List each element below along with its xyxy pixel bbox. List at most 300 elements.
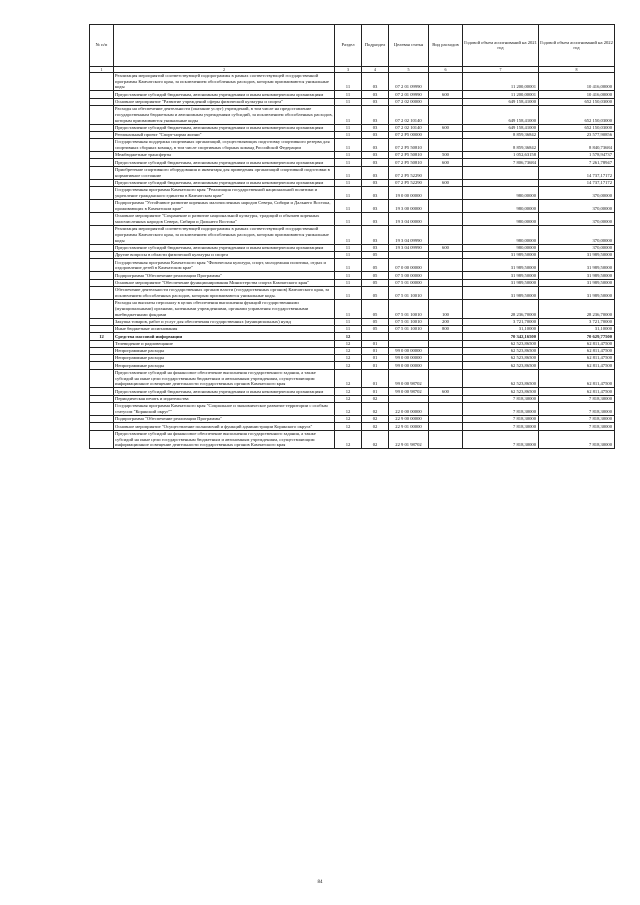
row-razdel: 11 [335, 244, 362, 251]
row-amount-2021: 28 236,70000 [463, 299, 539, 318]
row-amount-2022: 1 578,94737 [539, 152, 615, 159]
row-razdel: 12 [335, 340, 362, 347]
row-podrazdel: 01 [362, 340, 389, 347]
table-row [90, 423, 615, 430]
row-razdel: 11 [335, 91, 362, 98]
table-row [90, 226, 615, 245]
table-row [90, 318, 615, 325]
row-amount-2021: 31 989,50000 [463, 279, 539, 286]
row-name: Расходы на обеспечение деятельности (оказание услуг) учреждений, в том числе на предоставление государственным бюджетным и автономным учреждениям субсидий, за исключением обособленных расходов, которым присваиваются уникальные коды [115, 106, 333, 123]
row-target-article: 07 5 01 00000 [389, 279, 429, 286]
row-podrazdel: 03 [362, 244, 389, 251]
row-number [90, 124, 114, 131]
row-podrazdel: 03 [362, 187, 389, 200]
row-name: Непрограммные расходы [114, 347, 335, 354]
row-target-article: 07 2 P5 50810 [389, 159, 429, 166]
row-target-article: 99 0 00 98702 [389, 369, 429, 388]
row-expense-type: 600 [429, 124, 463, 131]
row-expense-type [429, 98, 463, 105]
table-row [90, 105, 615, 124]
row-amount-2021: 31 989,50000 [463, 272, 539, 279]
row-amount-2022: 652 150,03000 [539, 98, 615, 105]
row-expense-type: 600 [429, 244, 463, 251]
row-name: Государственная поддержка спортивных организаций, осуществляющих подготовку спортивного резерва для спортивных сборных команд, в том числе спортивных сборных команд Российской Федерации [114, 139, 335, 152]
row-expense-type: 200 [429, 318, 463, 325]
row-amount-2022: 370,00000 [539, 244, 615, 251]
table-row [90, 325, 615, 332]
row-name: Предоставление субсидий бюджетным, автономным учреждениям и иным некоммерческим организациям [114, 159, 335, 166]
row-name: Межбюджетные трансферты [114, 152, 335, 159]
row-name: Другие вопросы в области физической культуры и спорта [114, 252, 335, 259]
row-target-article: 07 5 00 00000 [389, 272, 429, 279]
table-row [90, 139, 615, 152]
row-podrazdel: 03 [362, 166, 389, 179]
column-number: 8 [539, 66, 615, 72]
row-razdel: 11 [335, 72, 362, 91]
table-row [90, 131, 615, 138]
row-name: Предоставление субсидий на финансовое обеспечение выполнения государственного задания, а также субсидий на иные цели государственным бюджетным и автономным учреждениям, осуществляющим информационное освещение деятельности государственных органов Камчатского края [114, 369, 335, 388]
row-target-article: 19 3 04 00000 [389, 213, 429, 226]
row-name: Периодическая печать и издательства [114, 395, 335, 402]
row-amount-2021: 8 859,36842 [463, 139, 539, 152]
row-amount-2022: 23 577,90856 [539, 131, 615, 138]
row-amount-2022: 7 818,30000 [539, 416, 615, 423]
table-row [90, 279, 615, 286]
row-target-article [389, 395, 429, 402]
row-target-article [389, 340, 429, 347]
row-expense-type [429, 395, 463, 402]
row-podrazdel: 01 [362, 355, 389, 362]
row-number [90, 430, 114, 449]
row-amount-2021: 7 818,30000 [463, 416, 539, 423]
row-podrazdel: 03 [362, 179, 389, 186]
header-2021-amount: Годовой объем ассигнований на 2021 год [463, 25, 539, 67]
row-target-article [389, 333, 429, 340]
row-podrazdel: 03 [362, 124, 389, 131]
row-razdel: 11 [335, 252, 362, 259]
row-name: Закупка товаров, работ и услуг для обеспечения государственных (муниципальных) нужд [114, 318, 335, 325]
row-target-article: 07 5 01 10010 [389, 325, 429, 332]
row-name: Реализация мероприятий соответствующей подпрограммы в рамках соответствующей государственной программы Камчатского края, за исключением обособленных расходов, которым присваиваются уникальные коды [114, 72, 335, 91]
row-number [90, 355, 114, 362]
row-razdel: 11 [335, 259, 362, 272]
row-target-article: 99 0 00 00000 [389, 362, 429, 369]
row-podrazdel: 05 [362, 325, 389, 332]
row-amount-2021: 7 806,73684 [463, 159, 539, 166]
row-amount-2022: 62 811,47500 [539, 355, 615, 362]
row-amount-2022: 31 989,50000 [539, 286, 615, 299]
row-target-article: 07 2 02 00000 [389, 98, 429, 105]
row-expense-type [429, 213, 463, 226]
row-amount-2022: 28 236,70000 [539, 299, 615, 318]
row-razdel: 12 [335, 362, 362, 369]
row-number [90, 299, 114, 318]
row-amount-2021: 31 989,50000 [463, 286, 539, 299]
table-row [90, 286, 615, 299]
row-name: Приобретение спортивного оборудования и инвентаря для приведения организаций спортивной подготовки в нормативное состояние [114, 166, 335, 179]
row-podrazdel: 03 [362, 226, 389, 245]
row-amount-2021: 7 818,30000 [463, 430, 539, 449]
row-podrazdel: 02 [362, 395, 389, 402]
row-name: Государственная программа Камчатского края "Реализация государственной национальной политики и укрепление гражданского единства в Камчатском крае" [114, 187, 335, 200]
row-amount-2022: 31 989,50000 [539, 259, 615, 272]
row-expense-type: 100 [429, 299, 463, 318]
row-amount-2021 [463, 166, 539, 179]
row-razdel: 11 [335, 200, 362, 213]
row-amount-2021: 7 818,30000 [463, 403, 539, 416]
row-amount-2021: 7 818,30000 [463, 423, 539, 430]
row-amount-2022: 31 989,50000 [539, 279, 615, 286]
row-amount-2022: 10 416,00000 [539, 91, 615, 98]
row-name: Государственная программа Камчатского края "Социальное и экономическое развитие территории с особым статусом "Корякский округ"" [114, 403, 335, 416]
row-expense-type [429, 200, 463, 213]
column-number: 2 [114, 66, 335, 72]
row-amount-2021: 31,10000 [463, 325, 539, 332]
row-razdel: 11 [335, 299, 362, 318]
row-razdel: 11 [335, 159, 362, 166]
row-number [90, 286, 114, 299]
row-amount-2021: 62 523,86500 [463, 340, 539, 347]
row-name: Расходы на выплаты персоналу в целях обеспечения выполнения функций государственными (муниципальными) органами, казенными учреждениями, органами управления государственными внебюджетными фондами [114, 299, 335, 318]
row-target-article: 07 5 01 10010 [389, 299, 429, 318]
row-razdel: 12 [335, 403, 362, 416]
table-row [90, 259, 615, 272]
row-amount-2022: 7 818,30000 [539, 430, 615, 449]
row-amount-2021: 980,00000 [463, 187, 539, 200]
row-razdel: 12 [335, 430, 362, 449]
row-razdel: 11 [335, 139, 362, 152]
row-number [90, 347, 114, 354]
row-amount-2021: 1 052,63158 [463, 152, 539, 159]
table-row [90, 213, 615, 226]
row-number [90, 252, 114, 259]
row-podrazdel: 03 [362, 139, 389, 152]
row-expense-type [429, 226, 463, 245]
row-number [90, 272, 114, 279]
row-podrazdel: 03 [362, 200, 389, 213]
row-podrazdel: 03 [362, 98, 389, 105]
row-expense-type [429, 430, 463, 449]
row-amount-2022: 652 150,03000 [539, 105, 615, 124]
row-expense-type [429, 416, 463, 423]
row-amount-2022: 31,10000 [539, 325, 615, 332]
row-razdel: 11 [335, 286, 362, 299]
row-podrazdel: 03 [362, 105, 389, 124]
budget-table-sheet [89, 24, 614, 449]
header-num: № п/п [90, 25, 114, 67]
row-number [90, 395, 114, 402]
row-razdel: 12 [335, 355, 362, 362]
row-razdel: 11 [335, 272, 362, 279]
row-expense-type [429, 403, 463, 416]
row-podrazdel: 03 [362, 159, 389, 166]
column-number: 3 [335, 66, 362, 72]
row-expense-type [429, 279, 463, 286]
row-name: Основное мероприятие "Развитие учреждений сферы физической культуры и спорта" [114, 98, 335, 105]
row-amount-2021: 980,00000 [463, 244, 539, 251]
row-target-article: 07 2 01 09990 [389, 91, 429, 98]
row-name: Основное мероприятие "Осуществление полномочий и функций администрации Корякского округа" [114, 423, 335, 430]
row-name: Реализация мероприятий соответствующей подпрограммы в рамках соответствующей государственной программы Камчатского края, за исключением обособленных расходов, которым присваиваются уникальные коды [114, 226, 335, 245]
row-number [90, 325, 114, 332]
row-razdel: 12 [335, 423, 362, 430]
row-amount-2022: 370,00000 [539, 226, 615, 245]
row-amount-2021: 980,00000 [463, 226, 539, 245]
row-number [90, 340, 114, 347]
row-razdel: 11 [335, 131, 362, 138]
row-expense-type: 500 [429, 152, 463, 159]
row-expense-type [429, 72, 463, 91]
row-expense-type [429, 272, 463, 279]
row-razdel: 11 [335, 226, 362, 245]
row-expense-type: 600 [429, 91, 463, 98]
table-row [90, 333, 615, 340]
row-name: Основное мероприятие "Обеспечение функционирования Министерства спорта Камчатского края" [114, 279, 335, 286]
row-razdel: 11 [335, 279, 362, 286]
header-name [114, 25, 335, 67]
row-podrazdel: 03 [362, 91, 389, 98]
row-target-article: 07 2 01 09990 [389, 72, 429, 91]
row-expense-type [429, 259, 463, 272]
table-row [90, 299, 615, 318]
row-amount-2022: 10 416,00000 [539, 72, 615, 91]
row-name: Предоставление субсидий бюджетным, автономным учреждениям и иным некоммерческим организациям [114, 388, 335, 395]
row-amount-2021: 31 989,50000 [463, 259, 539, 272]
row-expense-type [429, 333, 463, 340]
row-number [90, 131, 114, 138]
row-podrazdel: 02 [362, 423, 389, 430]
row-number [90, 279, 114, 286]
row-number [90, 159, 114, 166]
header-row [90, 25, 615, 67]
header-podrazdel: Подраздел [362, 25, 389, 67]
row-number [90, 152, 114, 159]
row-razdel: 11 [335, 179, 362, 186]
row-target-article: 99 0 00 00000 [389, 347, 429, 354]
row-amount-2022: 62 811,47500 [539, 369, 615, 388]
row-amount-2021: 62 523,86500 [463, 355, 539, 362]
row-name: Иные бюджетные ассигнования [114, 325, 335, 332]
row-number [90, 244, 114, 251]
row-target-article: 07 2 02 10140 [389, 124, 429, 131]
row-target-article: 22 0 00 00000 [389, 403, 429, 416]
row-target-article: 22 9 01 00000 [389, 423, 429, 430]
row-target-article: 99 0 00 00000 [389, 355, 429, 362]
row-number [90, 187, 114, 200]
row-number [90, 98, 114, 105]
table-row [90, 388, 615, 395]
row-amount-2022: 8 840,73684 [539, 139, 615, 152]
row-expense-type: 600 [429, 388, 463, 395]
row-amount-2022: 14 737,17172 [539, 166, 615, 179]
row-amount-2022: 3 721,70000 [539, 318, 615, 325]
row-razdel: 11 [335, 213, 362, 226]
row-expense-type [429, 139, 463, 152]
row-target-article: 07 5 01 10010 [389, 286, 429, 299]
row-amount-2022: 7 818,30000 [539, 395, 615, 402]
row-podrazdel: 05 [362, 259, 389, 272]
page-number: 84 [317, 880, 323, 885]
row-expense-type [429, 166, 463, 179]
table-row [90, 347, 615, 354]
table-row [90, 430, 615, 449]
row-amount-2021: 980,00000 [463, 200, 539, 213]
table-row [90, 340, 615, 347]
row-target-article: 07 2 P5 50810 [389, 152, 429, 159]
row-number [90, 105, 114, 124]
row-amount-2021: 11 200,00001 [463, 72, 539, 91]
row-expense-type [429, 423, 463, 430]
row-name: Предоставление субсидий бюджетным, автономным учреждениям и иным некоммерческим организациям [114, 124, 335, 131]
row-podrazdel: 01 [362, 362, 389, 369]
row-razdel: 11 [335, 105, 362, 124]
row-target-article: 07 2 P5 50810 [389, 139, 429, 152]
row-amount-2021: 3 721,70000 [463, 318, 539, 325]
row-amount-2022: 652 150,03000 [539, 124, 615, 131]
row-amount-2022: 14 737,17172 [539, 179, 615, 186]
row-razdel: 11 [335, 124, 362, 131]
row-number [90, 72, 114, 91]
row-number [90, 200, 114, 213]
row-podrazdel: 05 [362, 286, 389, 299]
table-row [90, 166, 615, 179]
row-amount-2021: 62 523,86500 [463, 369, 539, 388]
row-name: Предоставление субсидий на финансовое обеспечение выполнения государственного задания, а также субсидий на иные цели государственным бюджетным и автономным учреждениям, осуществляющим информационное освещение деятельности государственных органов Камчатского края [114, 430, 335, 449]
table-row [90, 244, 615, 251]
row-number [90, 423, 114, 430]
row-target-article: 07 2 02 10140 [389, 105, 429, 124]
table-row [90, 98, 615, 105]
table-row [90, 416, 615, 423]
row-expense-type [429, 355, 463, 362]
row-amount-2022: 31 989,50000 [539, 272, 615, 279]
row-amount-2021: 31 989,50000 [463, 252, 539, 259]
row-amount-2022: 370,00000 [539, 187, 615, 200]
row-number [90, 259, 114, 272]
table-row [90, 395, 615, 402]
row-target-article: 19 3 04 09990 [389, 244, 429, 251]
row-podrazdel: 05 [362, 252, 389, 259]
row-target-article: 99 0 00 98702 [389, 388, 429, 395]
table-row [90, 187, 615, 200]
row-amount-2022: 370,00000 [539, 200, 615, 213]
row-razdel: 11 [335, 98, 362, 105]
row-name: Непрограммные расходы [114, 362, 335, 369]
row-name: Предоставление субсидий бюджетным, автономным учреждениям и иным некоммерческим организациям [114, 179, 335, 186]
row-podrazdel: 02 [362, 416, 389, 423]
row-number [90, 166, 114, 179]
row-expense-type: 800 [429, 325, 463, 332]
row-razdel: 12 [335, 395, 362, 402]
budget-table [89, 24, 615, 449]
row-number [90, 388, 114, 395]
row-razdel: 11 [335, 318, 362, 325]
row-name: Непрограммные расходы [114, 355, 335, 362]
row-amount-2021: 70 342,16500 [463, 333, 539, 340]
table-row [90, 272, 615, 279]
row-target-article: 07 2 P5 52290 [389, 179, 429, 186]
row-number [90, 91, 114, 98]
row-name: Обеспечение деятельности государственных органов власти (государственных органов) Камчатского края, за исключением обособленных расходов, которым присваиваются уникальные коды. [114, 286, 335, 299]
row-number [90, 139, 114, 152]
row-podrazdel: 02 [362, 430, 389, 449]
row-number [90, 226, 114, 245]
row-amount-2021: 62 523,86500 [463, 347, 539, 354]
row-number [90, 213, 114, 226]
row-expense-type [429, 340, 463, 347]
row-amount-2022: 62 811,47500 [539, 340, 615, 347]
row-podrazdel: 05 [362, 318, 389, 325]
table-row [90, 124, 615, 131]
row-amount-2022: 7 818,30000 [539, 403, 615, 416]
row-razdel: 12 [335, 333, 362, 340]
row-number [90, 362, 114, 369]
row-podrazdel: 03 [362, 72, 389, 91]
row-podrazdel: 01 [362, 388, 389, 395]
row-amount-2021: 62 523,86500 [463, 362, 539, 369]
table-row [90, 72, 615, 91]
row-razdel: 11 [335, 152, 362, 159]
column-number: 4 [362, 66, 389, 72]
column-number: 6 [429, 66, 463, 72]
row-number [90, 318, 114, 325]
row-razdel: 12 [335, 369, 362, 388]
header-razdel: Раздел [335, 25, 362, 67]
row-expense-type [429, 369, 463, 388]
header-expense-type: Вид расходов [429, 25, 463, 67]
row-expense-type [429, 362, 463, 369]
row-target-article: 07 5 01 10010 [389, 318, 429, 325]
row-razdel: 12 [335, 388, 362, 395]
table-row [90, 159, 615, 166]
row-number: 12 [90, 333, 114, 340]
table-row [90, 369, 615, 388]
row-amount-2021 [463, 179, 539, 186]
row-amount-2021: 62 523,86500 [463, 388, 539, 395]
row-podrazdel: 03 [362, 152, 389, 159]
row-podrazdel: 03 [362, 213, 389, 226]
column-number: 7 [463, 66, 539, 72]
row-razdel: 11 [335, 325, 362, 332]
row-podrazdel: 05 [362, 272, 389, 279]
row-target-article: 07 2 P5 52290 [389, 166, 429, 179]
row-amount-2021: 7 818,30000 [463, 395, 539, 402]
row-amount-2022: 62 811,47500 [539, 388, 615, 395]
row-expense-type: 600 [429, 179, 463, 186]
table-row [90, 200, 615, 213]
row-podrazdel [362, 333, 389, 340]
row-number [90, 179, 114, 186]
row-expense-type [429, 347, 463, 354]
table-body [90, 72, 615, 449]
row-amount-2021: 980,00000 [463, 213, 539, 226]
row-amount-2021: 649 158,41000 [463, 105, 539, 124]
row-name: Предоставление субсидий бюджетным, автономным учреждениям и иным некоммерческим организациям [114, 244, 335, 251]
row-expense-type [429, 187, 463, 200]
row-podrazdel: 03 [362, 131, 389, 138]
row-name: Телевидение и радиовещание [114, 340, 335, 347]
row-razdel: 12 [335, 416, 362, 423]
row-amount-2022: 70 629,77500 [539, 333, 615, 340]
row-target-article: 07 0 00 00000 [389, 259, 429, 272]
row-amount-2022: 62 811,47500 [539, 347, 615, 354]
header-2022-amount: Годовой объем ассигнований на 2022 год [539, 25, 615, 67]
header-target-article: Целевая статья [389, 25, 429, 67]
table-row [90, 91, 615, 98]
row-target-article: 22 9 00 00000 [389, 416, 429, 423]
table-row [90, 355, 615, 362]
row-name: Средства массовой информации [114, 333, 335, 340]
